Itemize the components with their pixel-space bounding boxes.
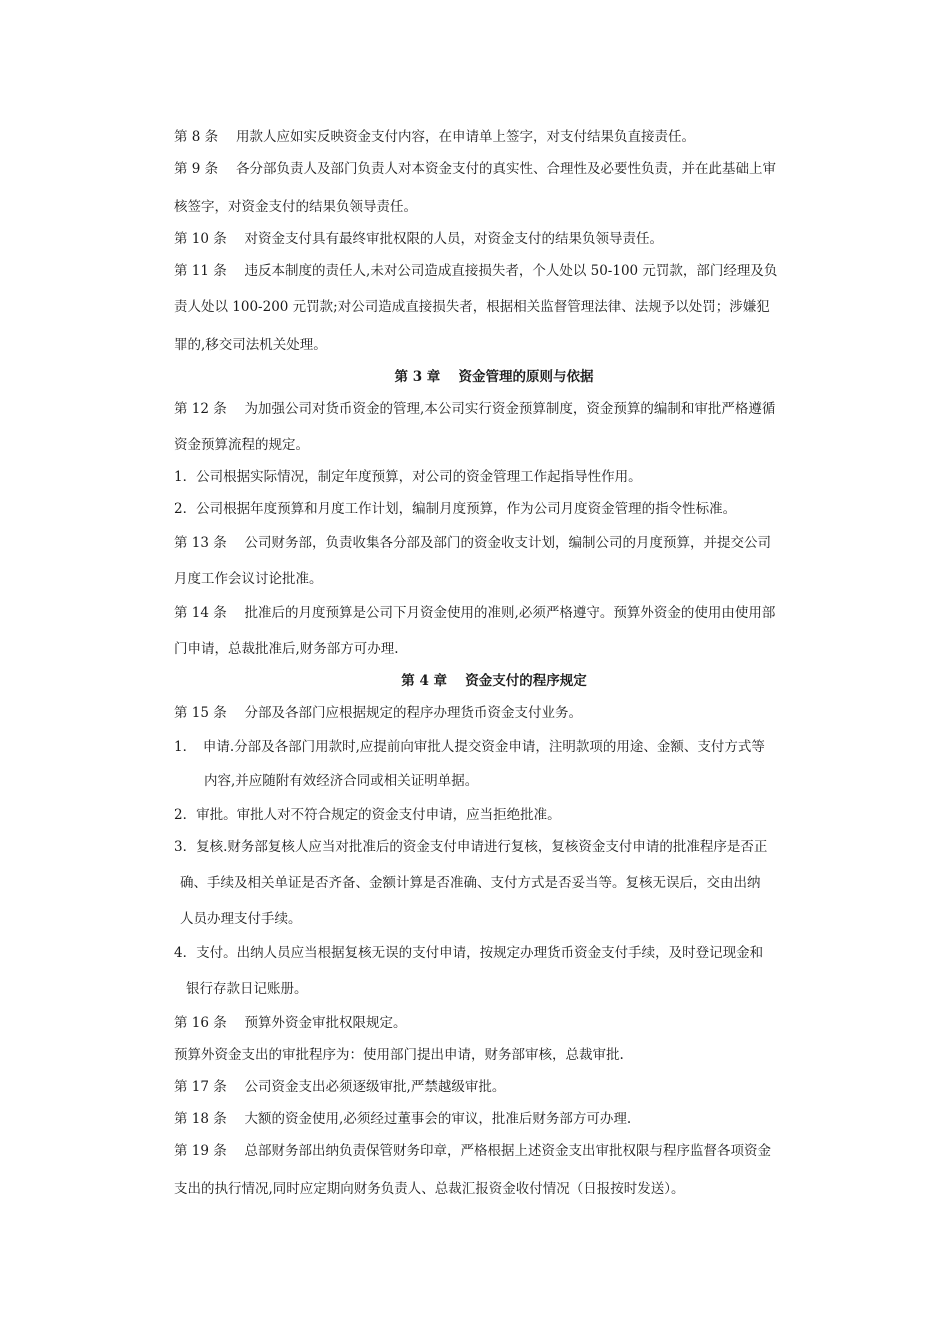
article-18-text: 第 18 条 大额的资金使用,必须经过董事会的审议，批准后财务部方可办理. [174,1111,632,1127]
article-19-text-cont: 支出的执行情况,同时应定期向财务负责人、总裁汇报资金收付情况（日报按时发送）。 [174,1181,685,1197]
article-12-text: 第 12 条 为加强公司对货币资金的管理,本公司实行资金预算制度，资金预算的编制和审批严格遵循 [174,401,776,417]
step-3-review-end: 人员办理支付手续。 [180,911,302,927]
article-15-text: 第 15 条 分部及各部门应根据规定的程序办理货币资金支付业务。 [174,705,583,721]
step-1-apply: 1． 申请.分部及各部门用款时,应提前向审批人提交资金申请，注明款项的用途、金额、支付方式等 [174,739,765,755]
article-8-text: 第 8 条 用款人应如实反映资金支付内容，在申请单上签字，对支付结果负直接责任。 [174,129,695,145]
list-item-2: 2．公司根据年度预算和月度工作计划，编制月度预算，作为公司月度资金管理的指令性标准。 [174,501,737,517]
article-11-text-end: 罪的,移交司法机关处理。 [174,337,327,353]
article-13-text: 第 13 条 公司财务部，负责收集各分部及部门的资金收支计划，编制公司的月度预算，并提交公司 [174,535,772,551]
chapter-4-heading: 第 4 章 资金支付的程序规定 [401,673,587,689]
article-13-text-cont: 月度工作会议讨论批准。 [174,571,323,587]
article-17-text: 第 17 条 公司资金支出必须逐级审批,严禁越级审批。 [174,1079,506,1095]
chapter-3-heading: 第 3 章 资金管理的原则与依据 [394,369,594,385]
article-9-text: 第 9 条 各分部负责人及部门负责人对本资金支付的真实性、合理性及必要性负责，并在此基础上审 [174,161,776,177]
step-4-pay-cont: 银行存款日记账册。 [186,981,308,997]
article-12-text-cont: 资金预算流程的规定。 [174,437,309,453]
article-11-text-cont: 责人处以 100-200 元罚款;对公司造成直接损失者，根据相关监督管理法律、法规予以处罚；涉嫌犯 [174,299,770,315]
article-10-text: 第 10 条 对资金支付具有最终审批权限的人员，对资金支付的结果负领导责任。 [174,231,664,247]
step-3-review-cont: 确、手续及相关单证是否齐备、金额计算是否准确、支付方式是否妥当等。复核无误后，交由出纳 [180,875,761,891]
article-16-detail: 预算外资金支出的审批程序为：使用部门提出申请，财务部审核，总裁审批. [174,1047,624,1063]
article-14-text-cont: 门申请，总裁批准后,财务部方可办理. [174,641,399,657]
step-4-pay: 4．支付。出纳人员应当根据复核无误的支付申请，按规定办理货币资金支付手续，及时登记现金和 [174,945,764,961]
article-19-text: 第 19 条 总部财务部出纳负责保管财务印章，严格根据上述资金支出审批权限与程序监督各项资金 [174,1143,772,1159]
step-3-review: 3．复核.财务部复核人应当对批准后的资金支付申请进行复核，复核资金支付申请的批准程序是否正 [174,839,768,855]
article-16-text: 第 16 条 预算外资金审批权限规定。 [174,1015,407,1031]
article-9-text-cont: 核签字，对资金支付的结果负领导责任。 [174,199,417,215]
step-2-approve: 2．审批。审批人对不符合规定的资金支付申请，应当拒绝批准。 [174,807,561,823]
step-1-apply-cont: 内容,并应随附有效经济合同或相关证明单据。 [204,773,479,789]
article-14-text: 第 14 条 批准后的月度预算是公司下月资金使用的准则,必须严格遵守。预算外资金的使用由使用部 [174,605,776,621]
list-item-1: 1．公司根据实际情况，制定年度预算，对公司的资金管理工作起指导性作用。 [174,469,642,485]
article-11-text: 第 11 条 违反本制度的责任人,未对公司造成直接损失者，个人处以 50-100 元罚款，部门经理及负 [174,263,778,279]
